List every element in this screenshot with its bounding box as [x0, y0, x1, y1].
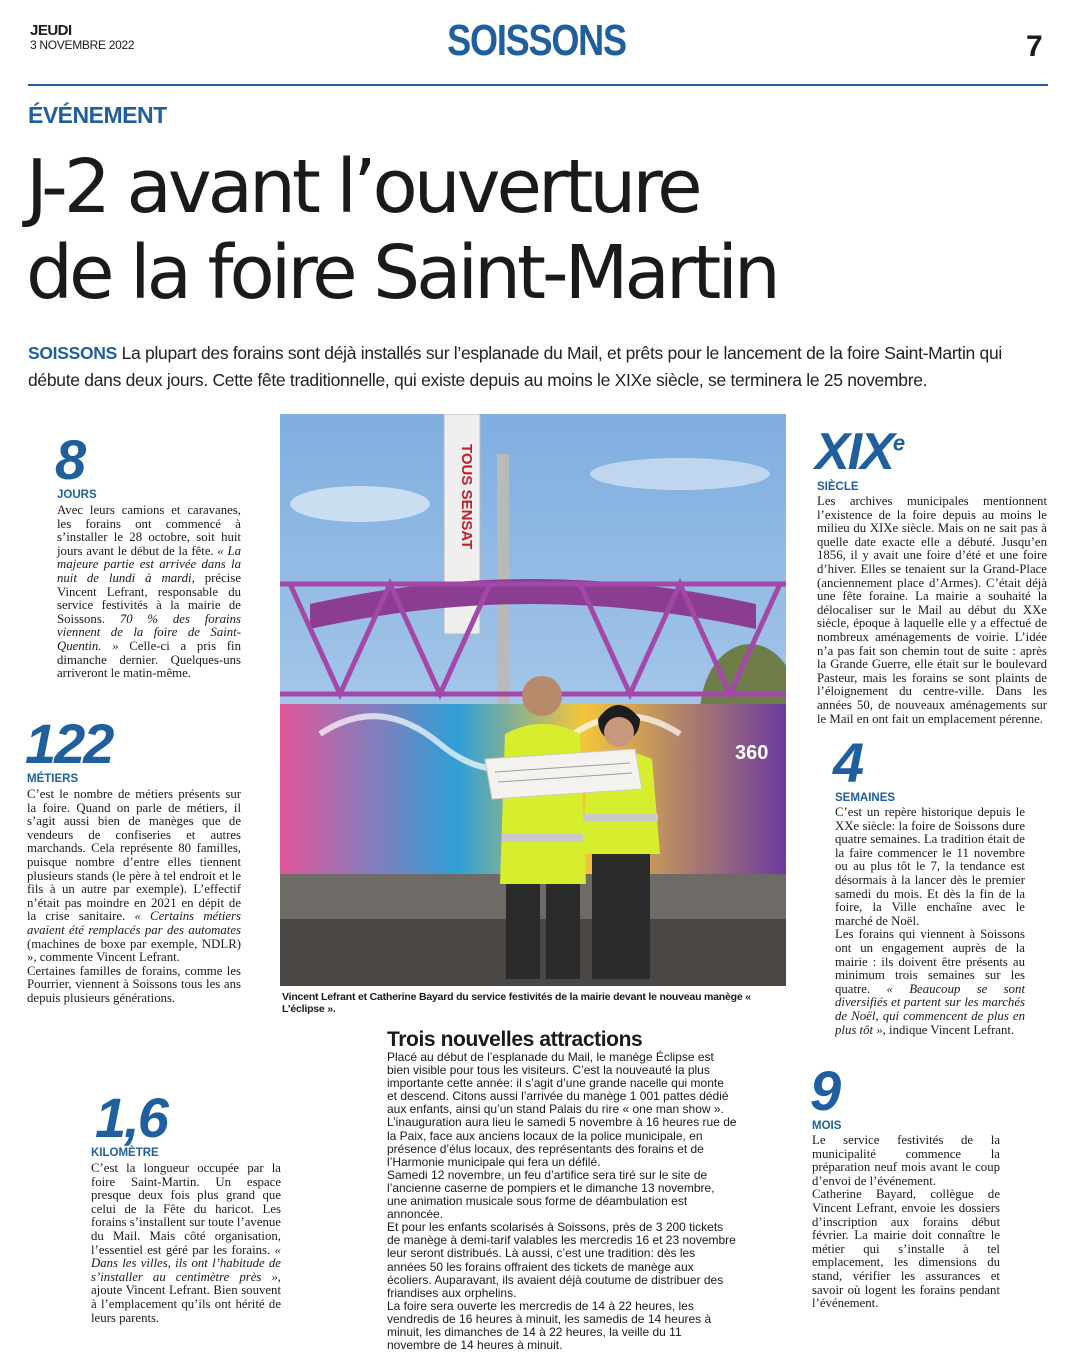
photo-man-head [522, 676, 562, 716]
masthead-day: JEUDI [30, 22, 72, 39]
masthead-date: 3 NOVEMBRE 2022 [30, 38, 135, 52]
fact-kilometre-p2: ajoute Vincent Lefrant. Bien souvent à l’emplacement qu’ils ont hérité de leurs parents. [91, 1283, 281, 1325]
fact-mois-text [812, 1134, 1000, 1311]
fact-metiers-quote1: « Certains métiers avaient été remplacés par des automates [27, 909, 241, 937]
fact-mois-unit: MOIS [812, 1120, 842, 1132]
fact-metiers-p2: (machines de boxe par exemple, NDLR) », commente Vincent Lefrant. [27, 936, 241, 965]
masthead-rule [28, 84, 1048, 86]
article-paragraph: Et pour les enfants scolarisés à Soissons, près de 3 200 tickets de manège à demi-tarif valables les mercredis 16 et 23 novembre leur seront distribués. Là aussi, c’est une tradition: dès les années 50 les forains offraient des tickets de manège aux écoliers. Auparavant, ils avaient déjà coutume de distribuer des friandises aux orphelins. [387, 1220, 736, 1300]
fact-siecle-number: XIXe [815, 423, 904, 481]
photo-woman-legs [592, 854, 650, 979]
fact-jours-number: 8 [55, 428, 85, 491]
fact-jours-p1: Avec leurs camions et caravanes, les forains ont commencé à s’installer le 28 octobre, soit huit jours avant le début de la fête. [57, 503, 241, 558]
article-paragraph: La foire sera ouverte les mercredis de 14 à 22 heures, les vendredis de 16 heures à minuit, les samedis de 14 heures à minuit, les dimanches de 14 à 22 heures, la veille du 11 novembre de 14 heures à minuit. [387, 1298, 712, 1352]
fact-jours-unit: JOURS [57, 489, 97, 501]
photo-woman-reflective [584, 814, 658, 821]
chapo [28, 340, 1048, 394]
photo-cloud [290, 486, 430, 522]
chapo-text: La plupart des forains sont déjà installés sur l’esplanade du Mail, et prêts pour le lancement de la foire Saint-Martin qui débute dans deux jours. Cette fête traditionnelle, qui existe depuis au moins le XIXe siècle, se terminera le 25 novembre. [28, 343, 1002, 390]
article-title: Trois nouvelles attractions [387, 1028, 643, 1051]
fact-metiers-p3: Certaines familles de forains, comme les Pourrier, viennent à Soissons tous les ans depuis plusieurs générations. [27, 963, 241, 1005]
article-body [387, 1051, 737, 1352]
chapo-place: SOISSONS [28, 343, 118, 363]
fact-siecle-unit: SIÈCLE [817, 481, 859, 493]
photo-caption: Vincent Lefrant et Catherine Bayard du service festivités de la mairie devant le nouveau manège « L’éclipse ». [282, 991, 751, 1015]
photo-tower-mast [497, 454, 509, 704]
fact-mois-p1: Le service festivités de la municipalité commence la préparation neuf mois avant le coup d’envoi de l’événement. [812, 1133, 1000, 1188]
fact-kilometre-unit: KILOMÈTRE [91, 1147, 159, 1159]
photo-woman-head [604, 717, 634, 747]
fact-metiers-text [27, 788, 241, 1006]
headline-line-1: J-2 avant l’ouverture [26, 144, 699, 230]
fact-metiers-p1: C’est le nombre de métiers présents sur la foire. Quand on parle de métiers, il s’agit aussi bien de manèges que de vendeurs de confiseries et autres marchands. Cela représente 80 familles, puisque nombre d’entre elles tiennent plusieurs stands (le père à tel endroit et le fils à un autre par exemple). L’effectif n’était pas moindre en 2021 en dépit de la crise sanitaire. [27, 787, 241, 924]
photo-cloud [590, 458, 770, 490]
fact-siecle-text: Les archives municipales mentionnent l’existence de la foire depuis au moins le milieu du XIXe siècle. Mais on ne sait pas à quelle date exacte elle a débuté. Jusqu’en 1856, il y avait une foire d’été et une foire d’hiver. Elles se tenaient sur la Grand-Place (anciennement place d’Armes). C’était déjà une fête foraine. La mairie a souhaité la délocaliser sur le Mail au début du XXe siècle, époque à laquelle elle y a effectué de nombreux aménagements de voirie. L’idée n’a pas fait son chemin tout de suite : après la Grande Guerre, elle était sur le boulevard Pasteur, mais les forains se sont plaints de l’éloignement du centre-ville. Dans les années 50, de nouveaux aménagements sur le Mail en ont fait un emplacement pérenne. [817, 494, 1047, 726]
photo-man-leg [546, 884, 580, 979]
photo-man-reflective [502, 834, 586, 842]
fact-mois-p2: Catherine Bayard, collègue de Vincent Lefrant, envoie les dossiers d’inscription aux forains début février. La mairie doit connaître le métier qui s’installe à tel emplacement, les dimensions du stand, vérifier les assurances et savoir où logent les forains pendant l’événement. [812, 1187, 1000, 1311]
fact-semaines-p2: Les forains qui viennent à Soissons ont un engagement auprès de la mairie : ils doivent être présents au minimum trois semaines sur les quatre. [835, 927, 1025, 996]
fact-semaines-quote1: « Beaucoup se sont diversifiés et partent sur les marchés de Noël, qui commencent de plus en plus tôt », [835, 981, 1025, 1037]
photo-ride-label: 360 [735, 742, 769, 764]
page-number: 7 [1026, 30, 1043, 63]
photo-man-vest [500, 724, 586, 884]
photo-tower-sign: TOUS SENSAT [458, 444, 475, 550]
fact-kilometre-number: 1,6 [95, 1086, 167, 1149]
fact-semaines-p3: indique Vincent Lefrant. [885, 1022, 1015, 1037]
fact-kilometre-quote1: « Dans les villes, ils ont l’habitude de s’installer au centimètre près », [91, 1242, 281, 1284]
fact-kilometre-p1: C’est la longueur occupée par la foire Saint-Martin. Un espace presque deux fois plus grand que celui de la Fête du haricot. Les forains s’installent sur toute l’avenue du Mail. Mais côté organisation, l’essentiel est géré par les forains. [91, 1161, 281, 1257]
fact-metiers-number: 122 [25, 712, 113, 775]
photo-illustration [280, 414, 786, 986]
section-title: SOISSONS [447, 16, 626, 65]
fact-jours-text [57, 504, 241, 681]
fact-kilometre-text [91, 1162, 281, 1325]
fact-semaines-text [835, 806, 1025, 1037]
article-paragraph: Samedi 12 novembre, un feu d’artifice sera tiré sur le site de l’ancienne caserne de pompiers et le dimanche 13 novembre, une animation musicale sous forme de déambulation est annoncée. [387, 1167, 715, 1222]
fact-jours-quote2: 70 % des forains viennent de la foire de Saint-Quentin. » [57, 611, 241, 653]
photo [280, 414, 786, 986]
headline-line-2: de la foire Saint-Martin [26, 230, 777, 316]
article-paragraph: L’inauguration aura lieu le samedi 5 novembre à 16 heures rue de la Paix, face aux anciens locaux de la police municipale, en présence d’élus locaux, des représentants des forains et de l’Harmonie municipale qui fera un défilé. [387, 1115, 737, 1169]
fact-jours-p3: Celle-ci a pris fin dimanche dernier. Quelques-uns arriveront le matin-même. [57, 638, 241, 681]
fact-semaines-p1: C’est un repère historique depuis le XXe siècle: la foire de Soissons dure quatre semaines. La tradition était de la faire commencer le 11 novembre ou au plus tôt le 7, la tendance est désormais à la lancer dès le premier samedi du mois. Et dès la fin de la foire, la Ville enchaîne avec le marché de Noël. [835, 805, 1025, 928]
fact-jours-quote1: « La majeure partie est arrivée dans la nuit de lundi à mardi, [57, 543, 241, 585]
fact-metiers-unit: MÉTIERS [27, 773, 79, 785]
article-paragraph: Placé au début de l’esplanade du Mail, le manège Éclipse est bien visible pour tous les visiteurs. C’est la nouveauté la plus importante cette année: il s’agit d’une grande nacelle qui monte et descend. Citons aussi l’arrivée du manège 1 001 pattes dédié aux enfants, ainsi qu’un stand Palais du rire « one man show ». [387, 1050, 729, 1117]
fact-jours-p2: précise Vincent Lefrant, responsable du service festivités à la mairie de Soissons. [57, 570, 241, 626]
fact-semaines-unit: SEMAINES [835, 792, 896, 804]
fact-mois-number: 9 [810, 1059, 840, 1122]
fact-semaines-number: 4 [833, 731, 863, 794]
rubric: ÉVÉNEMENT [28, 102, 167, 128]
photo-man-leg [506, 884, 540, 979]
